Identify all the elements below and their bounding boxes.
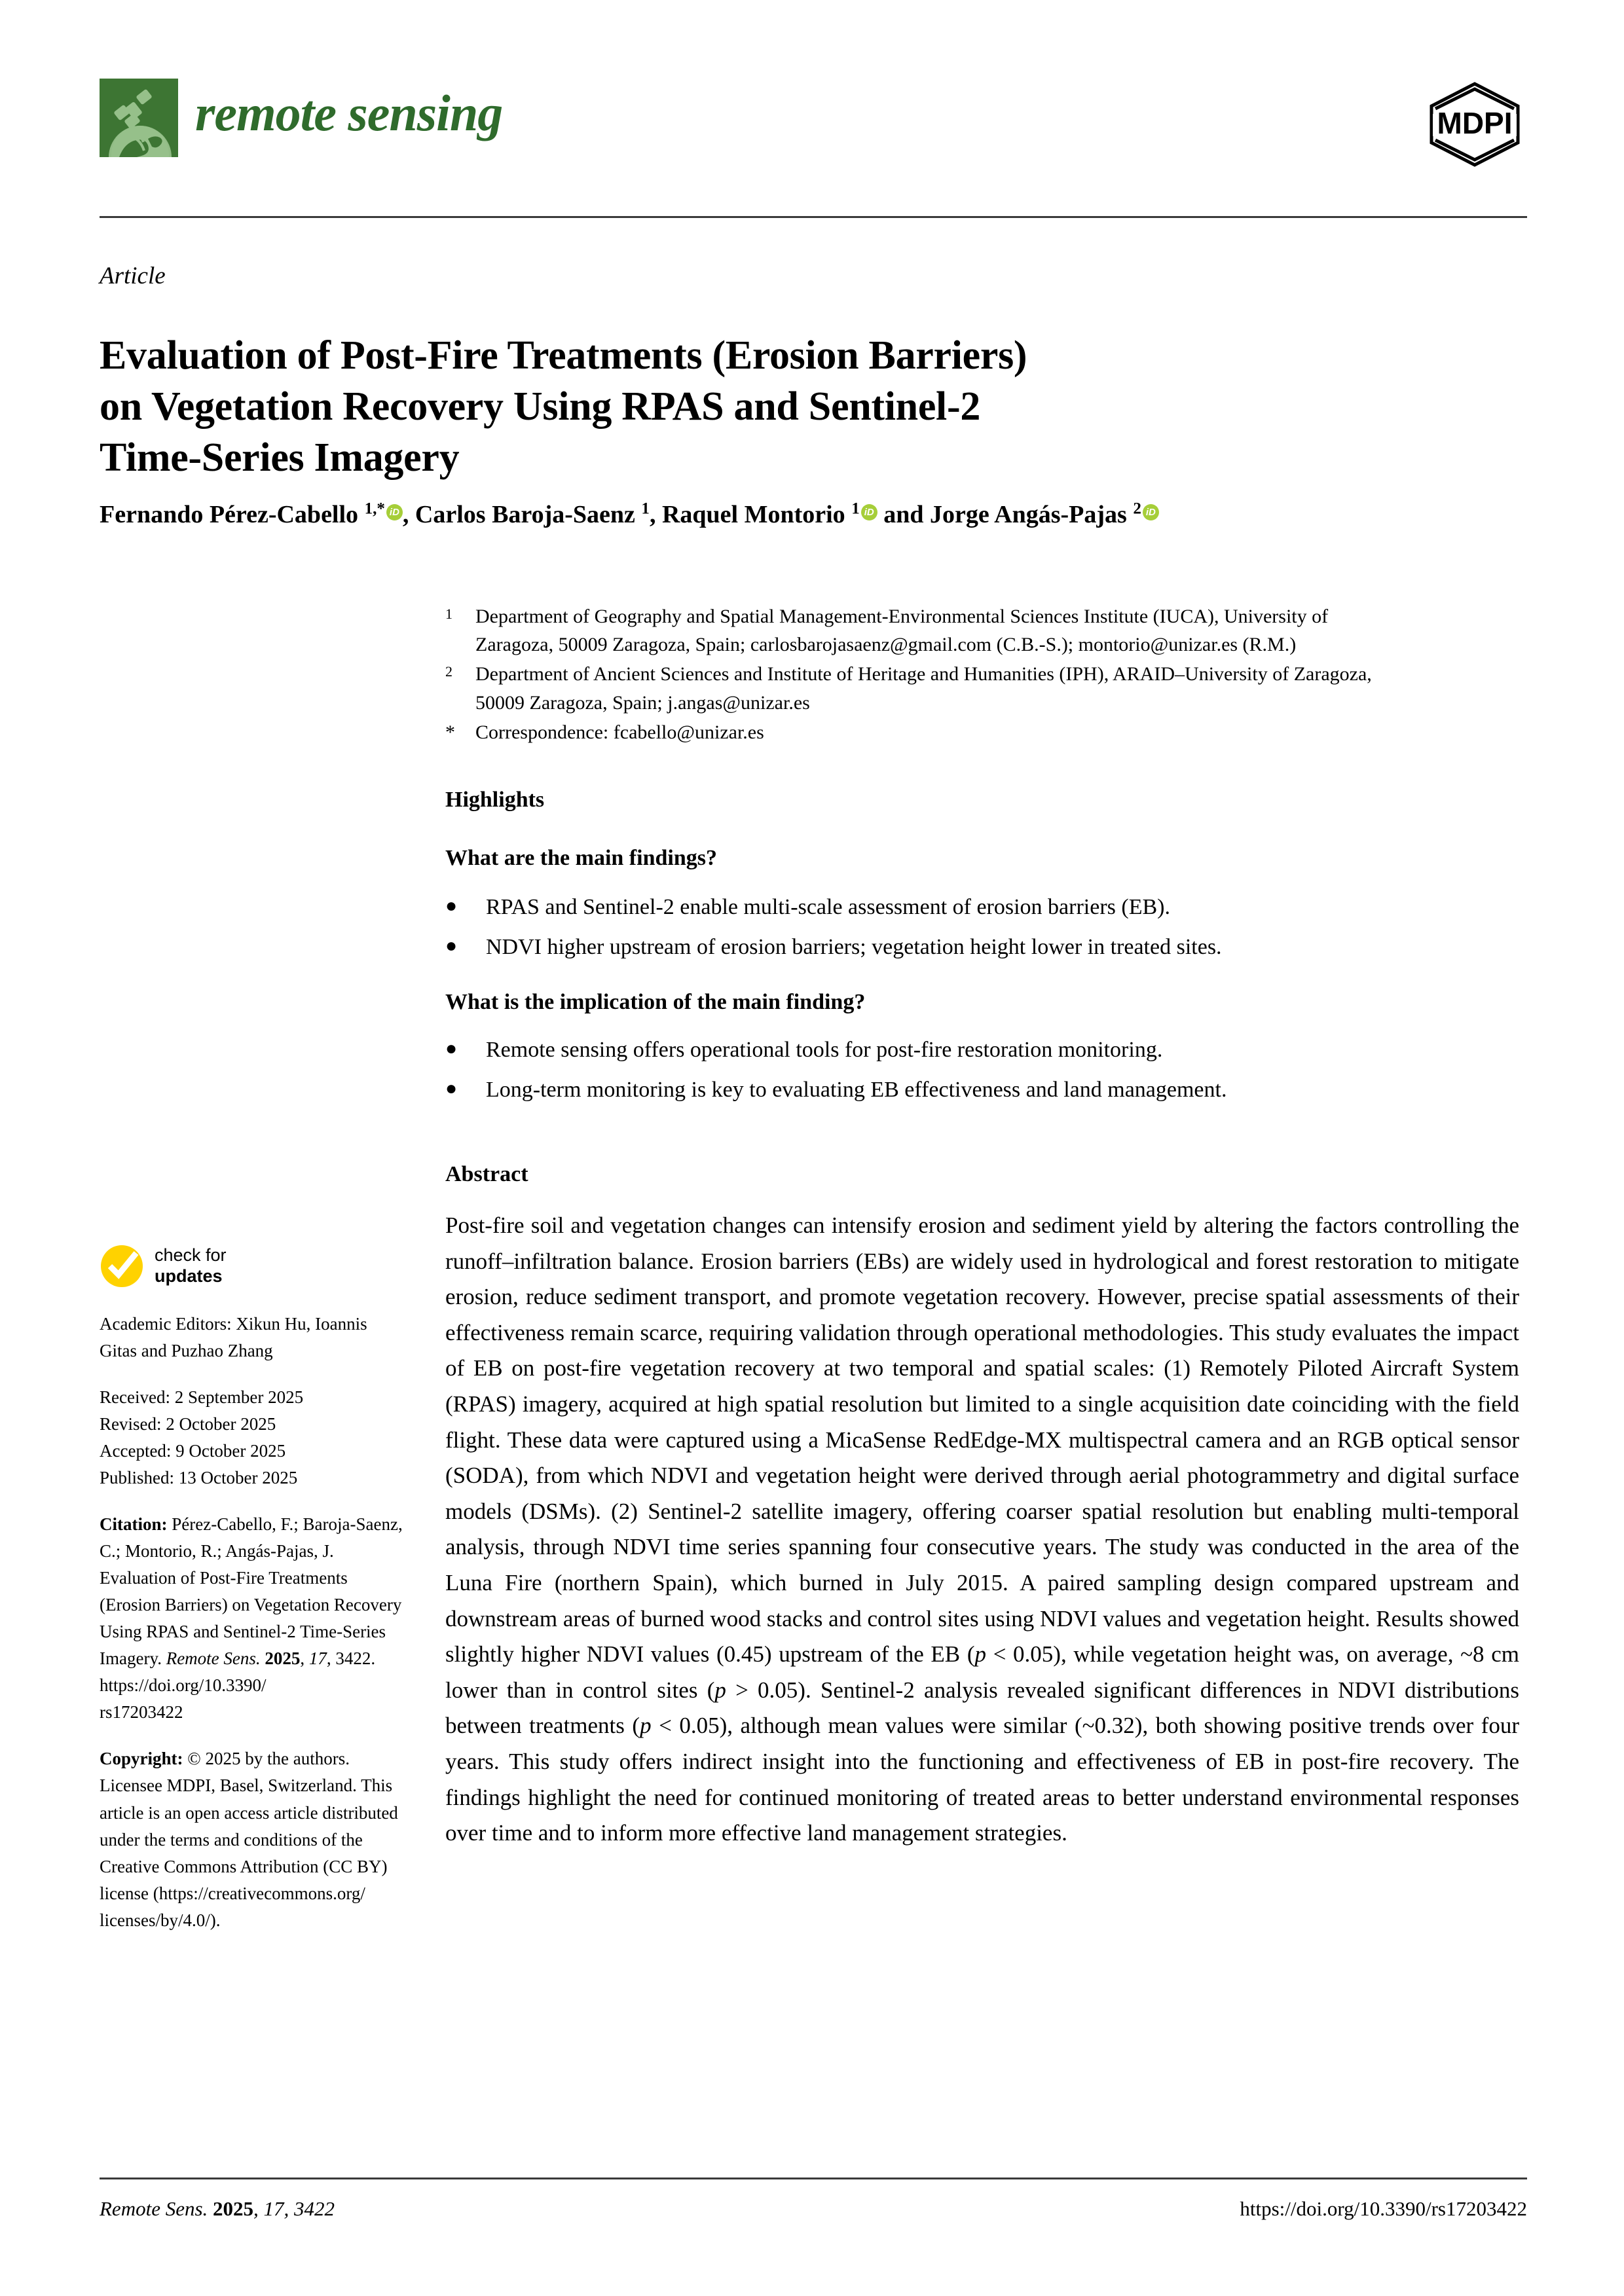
header-divider bbox=[100, 216, 1527, 218]
abstract-p-value: p bbox=[640, 1713, 652, 1739]
footer-journal: Remote Sens. bbox=[100, 2197, 213, 2220]
bullet-icon: ● bbox=[445, 935, 458, 957]
abstract-text-run: > 0.05). Sentinel-2 analysis revealed significant differences in NDVI distributions between treatments ( bbox=[445, 1677, 1519, 1739]
author-name[interactable]: Carlos Baroja-Saenz bbox=[415, 501, 642, 528]
footer-volume-article: , 17, 3422 bbox=[253, 2197, 335, 2220]
sidebar bbox=[100, 1244, 407, 1954]
affiliation-marker: 1 bbox=[445, 606, 452, 622]
highlights-bullets-2 bbox=[445, 1033, 1383, 1113]
author-list bbox=[100, 499, 1409, 531]
citation-doi-line-1[interactable]: https://doi.org/10.3390/ bbox=[100, 1675, 267, 1696]
journal-brand bbox=[100, 79, 502, 157]
author-name[interactable]: Raquel Montorio bbox=[661, 501, 852, 528]
citation-volume: 17 bbox=[308, 1649, 327, 1669]
abstract-text-run: < 0.05), while vegetation height was, on average, ~8 cm lower than in control sites ( bbox=[445, 1641, 1519, 1703]
citation-block bbox=[100, 1511, 407, 1726]
affiliation-item bbox=[445, 718, 1383, 746]
highlights-bullets-1 bbox=[445, 890, 1383, 970]
footer-year: 2025 bbox=[213, 2197, 254, 2220]
list-item-text: Long-term monitoring is key to evaluating EB effectiveness and land management. bbox=[486, 1078, 1227, 1102]
author-affiliation-marker: 2 bbox=[1133, 500, 1141, 518]
author-name[interactable]: Jorge Angás-Pajas bbox=[930, 501, 1134, 528]
abstract-p-value: p bbox=[974, 1641, 986, 1667]
citation-label: Citation: bbox=[100, 1514, 172, 1535]
footer-doi[interactable]: https://doi.org/10.3390/rs17203422 bbox=[1240, 2197, 1527, 2220]
publication-dates bbox=[100, 1384, 407, 1491]
author-affiliation-marker: 1,* bbox=[364, 500, 385, 518]
academic-editors: Academic Editors: Xikun Hu, Ioannis Gitas and Puzhao Zhang bbox=[100, 1314, 367, 1361]
author-affiliation-marker: 1 bbox=[641, 500, 650, 518]
page-header bbox=[100, 79, 1527, 170]
publication-date-line: Revised: 2 October 2025 bbox=[100, 1414, 276, 1434]
affiliation-item bbox=[445, 602, 1383, 659]
bullet-icon: ● bbox=[445, 1078, 458, 1099]
satellite-globe-icon bbox=[100, 79, 178, 157]
citation-journal: Remote Sens. bbox=[166, 1649, 265, 1669]
citation-year: 2025 bbox=[265, 1649, 301, 1669]
bullet-icon: ● bbox=[445, 895, 458, 917]
abstract-heading: Abstract bbox=[445, 1162, 528, 1186]
cfu-line-1: check for bbox=[155, 1245, 227, 1266]
author-affiliation-marker: 1 bbox=[851, 500, 860, 518]
svg-text:MDPI: MDPI bbox=[1437, 106, 1513, 140]
list-item-text: RPAS and Sentinel-2 enable multi-scale assessment of erosion barriers (EB). bbox=[486, 895, 1170, 919]
bullet-icon: ● bbox=[445, 1038, 458, 1059]
list-item bbox=[445, 930, 1383, 964]
affiliation-marker: 2 bbox=[445, 663, 452, 680]
author-separator: , bbox=[402, 501, 415, 528]
affiliation-text: Department of Ancient Sciences and Institute of Heritage and Humanities (IPH), ARAID–University of Zaragoza, 50009 Zaragoza, Spain; j.angas@unizar.es bbox=[475, 663, 1372, 714]
affiliation-list bbox=[445, 602, 1383, 748]
footer-divider bbox=[100, 2178, 1527, 2179]
affiliation-marker: * bbox=[445, 721, 455, 743]
cfu-line-2: updates bbox=[155, 1266, 223, 1286]
page-title-line: on Vegetation Recovery Using RPAS and Sentinel-2 bbox=[100, 384, 981, 429]
list-item bbox=[445, 1033, 1383, 1066]
abstract-p-value: p bbox=[714, 1677, 726, 1703]
copyright-label: Copyright: bbox=[100, 1749, 188, 1769]
abstract-text-run: < 0.05), although mean values were similar (~0.32), both showing positive trends over four years. This study offers indirect insight into the functioning and effectiveness of EB in post-fire recovery. The findings highlight the need for continued monitoring of treated areas to better understand environmental responses over time and to inform more effective land management strategies. bbox=[445, 1713, 1519, 1846]
publication-date-line: Accepted: 9 October 2025 bbox=[100, 1441, 286, 1461]
citation-sep: , bbox=[300, 1649, 309, 1669]
affiliation-text: Correspondence: fcabello@unizar.es bbox=[475, 721, 764, 743]
copyright-block bbox=[100, 1745, 407, 1933]
affiliation-item bbox=[445, 660, 1383, 716]
orcid-icon[interactable]: iD bbox=[1143, 504, 1159, 520]
check-for-updates-label bbox=[155, 1245, 227, 1287]
publication-date-line: Published: 13 October 2025 bbox=[100, 1468, 298, 1488]
article-type-label: Article bbox=[100, 263, 166, 289]
page-footer bbox=[100, 2197, 1527, 2221]
list-item-text: NDVI higher upstream of erosion barriers; vegetation height lower in treated sites. bbox=[486, 935, 1222, 959]
author-name[interactable]: Fernando Pérez-Cabello bbox=[100, 501, 365, 528]
page-title-line: Time-Series Imagery bbox=[100, 435, 460, 480]
highlights-heading: Highlights bbox=[445, 788, 545, 812]
copyright-text: © 2025 by the authors. Licensee MDPI, Basel, Switzerland. This article is an open access article distributed under the terms and conditions of the Creative Commons Attribution (CC BY) license (https://creativecommons.org/ licenses/by/4.0/). bbox=[100, 1749, 398, 1930]
list-item-text: Remote sensing offers operational tools for post-fire restoration monitoring. bbox=[486, 1038, 1163, 1062]
orcid-icon[interactable]: iD bbox=[386, 504, 403, 520]
mdpi-hexagon-logo bbox=[1422, 80, 1527, 169]
abstract-text bbox=[445, 1208, 1519, 1851]
citation-doi-line-2[interactable]: rs17203422 bbox=[100, 1702, 183, 1722]
abstract-text-run: Post-fire soil and vegetation changes can intensify erosion and sediment yield by altering the factors controlling the runoff–infiltration balance. Erosion barriers (EBs) are widely used in hydrological and forest restoration to mitigate erosion, reduce sediment transport, and promote vegetation recovery. However, precise spatial assessments of their effectiveness remain scarce, requiring validation through operational methodologies. This study evaluates the impact of EB on post-fire vegetation recovery at two temporal and spatial scales: (1) Remotely Piloted Aircraft System (RPAS) imagery, acquired at high spatial resolution but limited to a single acquisition date coinciding with the field flight. These data were captured using a MicaSense RedEdge-MX multispectral camera and an RGB optical sensor (SODA), from which NDVI and vegetation height were derived through aerial photogrammetry and digital surface models (DSMs). (2) Sentinel-2 satellite imagery, offering coarser spatial resolution but enabling multi-temporal analysis, through NDVI time series spanning four consecutive years. The study was conducted in the area of the Luna Fire (northern Spain), which burned in July 2015. A paired sampling design compared upstream and downstream areas of burned wood stacks and control sites using NDVI values and vegetation height. Results showed slightly higher NDVI values (0.45) upstream of the EB ( bbox=[445, 1212, 1519, 1667]
publication-date-line: Received: 2 September 2025 bbox=[100, 1387, 304, 1408]
highlights-question-1: What are the main findings? bbox=[445, 846, 717, 870]
journal-name: remote sensing bbox=[195, 84, 503, 141]
page-title-line: Evaluation of Post-Fire Treatments (Erosion Barriers) bbox=[100, 333, 1027, 378]
check-circle-icon bbox=[100, 1244, 144, 1288]
author-separator: , bbox=[649, 501, 662, 528]
citation-text: Pérez-Cabello, F.; Baroja-Saenz, C.; Montorio, R.; Angás-Pajas, J. Evaluation of Post-Fire Treatments (Erosion Barriers) on Vegetation Recovery Using RPAS and Sentinel-2 Time-Series Imagery. bbox=[100, 1514, 403, 1669]
highlights-question-2: What is the implication of the main finding? bbox=[445, 990, 866, 1014]
list-item bbox=[445, 890, 1383, 924]
list-item bbox=[445, 1073, 1383, 1106]
citation-article-number: , 3422. bbox=[326, 1649, 376, 1669]
footer-citation bbox=[100, 2197, 335, 2221]
check-for-updates-badge[interactable] bbox=[100, 1244, 407, 1288]
page-title bbox=[100, 330, 1383, 483]
affiliation-text: Department of Geography and Spatial Management-Environmental Sciences Institute (IUCA), University of Zaragoza, 50009 Zaragoza, Spain; carlosbarojasaenz@gmail.com (C.B.-S.); montorio@unizar.es (R.M.) bbox=[475, 606, 1329, 656]
author-separator: and bbox=[877, 501, 931, 528]
orcid-icon[interactable]: iD bbox=[861, 504, 877, 520]
